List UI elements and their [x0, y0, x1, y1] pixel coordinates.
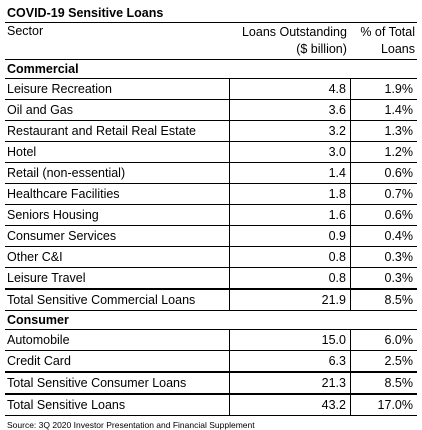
table-row — [5, 247, 417, 268]
loans-header — [226, 23, 348, 59]
table-title: COVID-19 Sensitive Loans — [7, 6, 164, 20]
row-pct: 6.0% — [384, 333, 413, 347]
commercial-total-row — [5, 289, 417, 311]
row-pct: 1.2% — [384, 145, 413, 159]
row-pct: 0.4% — [384, 229, 413, 243]
loans-header-line1: Loans Outstanding — [241, 25, 347, 39]
row-pct: 8.5% — [384, 293, 413, 307]
row-loans: 6.3 — [229, 351, 351, 371]
row-sector: Total Sensitive Consumer Loans — [7, 376, 187, 390]
row-pct: 17.0% — [377, 398, 413, 412]
pct-header-line1: % of Total — [360, 25, 415, 39]
table-row — [5, 226, 417, 247]
pct-header — [349, 23, 417, 59]
row-pct: 1.3% — [384, 124, 413, 138]
row-loans: 0.8 — [229, 247, 351, 267]
row-pct: 0.6% — [384, 166, 413, 180]
row-loans: 21.9 — [229, 290, 351, 310]
loans-header-line2: ($ billion) — [296, 42, 347, 56]
table-row — [5, 142, 417, 163]
row-loans: 3.2 — [229, 121, 351, 141]
consumer-total-row — [5, 372, 417, 394]
row-sector: Total Sensitive Loans — [7, 398, 126, 412]
row-pct: 0.7% — [384, 187, 413, 201]
row-pct: 0.3% — [384, 250, 413, 264]
loans-table — [5, 4, 417, 430]
row-sector: Retail (non-essential) — [7, 166, 126, 180]
row-sector: Credit Card — [7, 354, 71, 368]
row-loans: 1.4 — [229, 163, 351, 183]
row-pct: 8.5% — [384, 376, 413, 390]
row-sector: Automobile — [7, 333, 70, 347]
table-row — [5, 205, 417, 226]
table-row — [5, 100, 417, 121]
row-loans: 4.8 — [229, 79, 351, 99]
row-sector: Healthcare Facilities — [7, 187, 120, 201]
row-loans: 0.8 — [229, 268, 351, 288]
row-loans: 21.3 — [229, 373, 351, 393]
row-loans: 15.0 — [229, 330, 351, 350]
grand-total-row — [5, 394, 417, 416]
source-note: Source: 3Q 2020 Investor Presentation and Financial Supplement — [7, 420, 255, 430]
row-pct: 1.9% — [384, 82, 413, 96]
pct-header-line2: Loans — [380, 42, 415, 56]
row-pct: 1.4% — [384, 103, 413, 117]
commercial-heading: Commercial — [5, 60, 417, 79]
table-row — [5, 163, 417, 184]
row-sector: Oil and Gas — [7, 103, 74, 117]
row-pct: 0.6% — [384, 208, 413, 222]
row-pct: 0.3% — [384, 271, 413, 285]
table-row — [5, 121, 417, 142]
consumer-rows — [5, 330, 417, 372]
table-row — [5, 330, 417, 351]
row-sector: Restaurant and Retail Real Estate — [7, 124, 196, 138]
table-row — [5, 79, 417, 100]
row-loans: 3.0 — [229, 142, 351, 162]
row-pct: 2.5% — [384, 354, 413, 368]
row-loans: 1.8 — [229, 184, 351, 204]
table-row — [5, 351, 417, 372]
table-row — [5, 184, 417, 205]
row-sector: Consumer Services — [7, 229, 117, 243]
row-sector: Hotel — [7, 145, 37, 159]
header-row — [5, 22, 417, 60]
row-sector: Other C&I — [7, 250, 63, 264]
row-sector: Seniors Housing — [7, 208, 99, 222]
table-row — [5, 268, 417, 289]
row-sector: Leisure Travel — [7, 271, 86, 285]
consumer-heading: Consumer — [5, 311, 417, 330]
row-loans: 0.9 — [229, 226, 351, 246]
commercial-rows — [5, 79, 417, 289]
row-sector: Total Sensitive Commercial Loans — [7, 293, 196, 307]
row-sector: Leisure Recreation — [7, 82, 112, 96]
sector-header: Sector — [7, 24, 44, 38]
row-loans: 1.6 — [229, 205, 351, 225]
row-loans: 3.6 — [229, 100, 351, 120]
row-loans: 43.2 — [229, 395, 351, 415]
